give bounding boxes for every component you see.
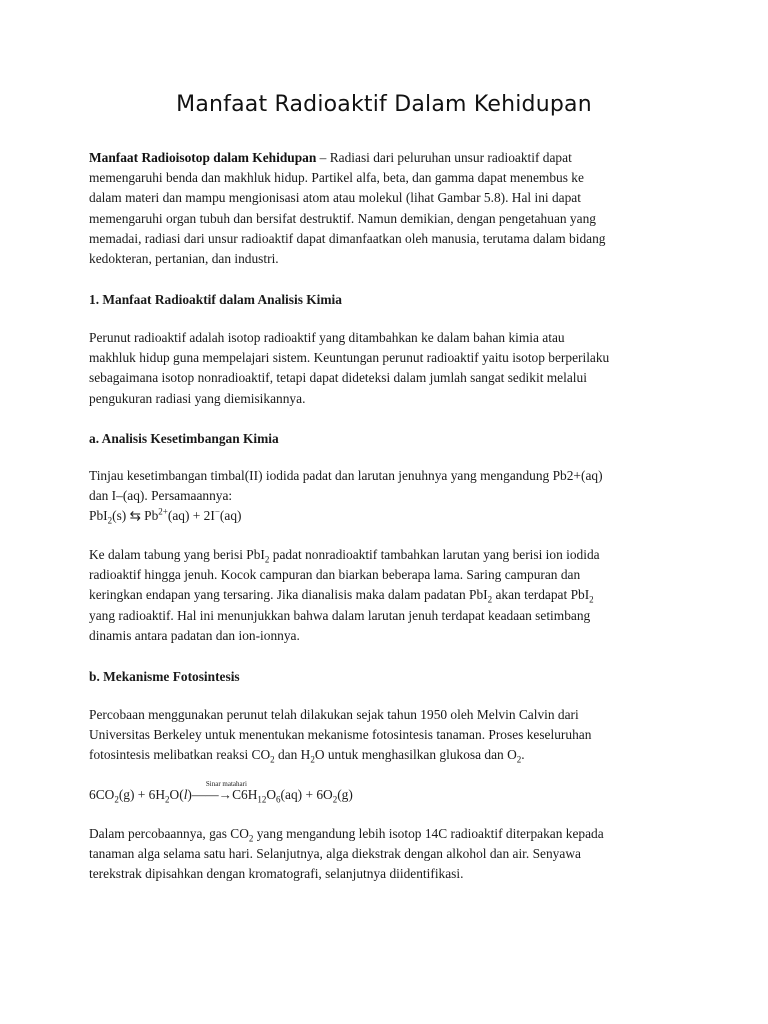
intro-line: memengaruhi benda dan makhluk hidup. Partikel alfa, beta, dan gamma dapat menembus ke [89,170,584,186]
section1-line: pengukuran radiasi yang diemisikannya. [89,390,306,406]
sectionA-p2-line: radioaktif hingga jenuh. Kocok campuran dan biarkan beberapa lama. Saring campuran dan [89,567,581,583]
sectionA-p2-line: dinamis antara padatan dan ion-ionnya. [89,627,300,643]
sectionB-line: Universitas Berkeley untuk menentukan mekanisme fotosintesis tanaman. Proses keseluruhan [89,727,592,743]
intro-dash: – [316,150,330,165]
sectionA-p2-line: yang radioaktif. Hal ini menunjukkan bahwa dalam larutan jenuh terdapat keadaan setimbang [89,607,591,623]
sectionA-paragraph [89,466,689,527]
intro-line: dalam materi dan mampu mengionisasi atom atau molekul (lihat Gambar 5.8). Hal ini dapat [89,190,581,206]
intro-line: memengaruhi organ tubuh dan bersifat destruktif. Namun demikian, dengan pengetahuan yang [89,210,596,226]
section1-line: sebagaimana isotop nonradioaktif, tetapi dapat dideteksi dalam jumlah sangat sedikit melalui [89,370,587,386]
arrow-label: Sinar matahari [205,780,247,788]
intro-line: memadai, radiasi dari unsur radioaktif dapat dimanfaatkan oleh manusia, terutama dalam bidang [89,230,606,246]
intro-paragraph [89,148,689,269]
sectionB-paragraph-2 [89,824,689,885]
sectionB-heading: b. Mekanisme Fotosintesis [89,669,240,684]
section1-line: Perunut radioaktif adalah isotop radioaktif yang ditambahkan ke dalam bahan kimia atau [89,330,565,345]
sectionB-p2-line: Dalam percobaannya, gas $CO_2$ yang mengandung lebih isotop 14C radioaktif diterpakan kepada [89,826,604,844]
sectionA-heading: a. Analisis Kesetimbangan Kimia [89,431,279,446]
section1-line: makhluk hidup guna mempelajari sistem. Keuntungan perunut radioaktif yaitu isotop berperilaku [89,350,610,366]
sectionA-p2-line: Ke dalam tabung yang berisi PbI$_2$ padat nonradioaktif tambahkan larutan yang berisi ion iodida [89,547,600,565]
intro-line-text: Radiasi dari peluruhan unsur radioaktif dapat [329,150,572,165]
intro-line: kedokteran, pertanian, dan industri. [89,251,279,267]
sectionB-p2-line: tanaman alga selama satu hari. Selanjutnya, alga diekstrak dengan alkohol dan air. Senyawa [89,846,581,862]
sectionA-line: dan I–(aq). Persamaannya: [89,488,233,504]
sectionB-p2-line: terekstrak dipisahkan dengan kromatografi, selanjutnya diidentifikasi. [89,866,464,882]
sectionA-line: Tinjau kesetimbangan timbal(II) iodida padat dan larutan jenuhnya yang mengandung Pb2+(aq) [89,468,603,483]
sectionB-line: Percobaan menggunakan perunut telah dilakukan sejak tahun 1950 oleh Melvin Calvin dari [89,707,579,722]
sectionA-equation: PbI$_2$(s) ⇆ $Pb^{2+}(aq) + 2I^-(aq)$ [89,506,242,527]
document-title: Manfaat Radioaktif Dalam Kehidupan [176,92,592,117]
sectionB-line: fotosintesis melibatkan reaksi $CO_2$ dan $H_2O$ untuk menghasilkan glukosa dan $O_2$. [89,747,525,766]
intro-line [89,148,689,168]
sectionB-paragraph [89,705,689,766]
reaction-arrow: Sinar matahari ——→ [192,785,232,805]
sectionA-p2-line: keringkan endapan yang tersaring. Jika dianalisis maka dalam padatan PbI$_2$ akan terdapat PbI$_2$ [89,587,594,606]
photosynthesis-equation: $6CO_2(g) + 6H_2O(l)$ Sinar matahari $——\to C6H_{12}O_6(aq) + 6O_2(g)$ [89,785,689,805]
sectionA-paragraph-2 [89,545,689,646]
section1-heading: 1. Manfaat Radioaktif dalam Analisis Kimia [89,292,342,307]
intro-lead: Manfaat Radioisotop dalam Kehidupan [89,150,317,165]
section1-paragraph [89,328,689,409]
